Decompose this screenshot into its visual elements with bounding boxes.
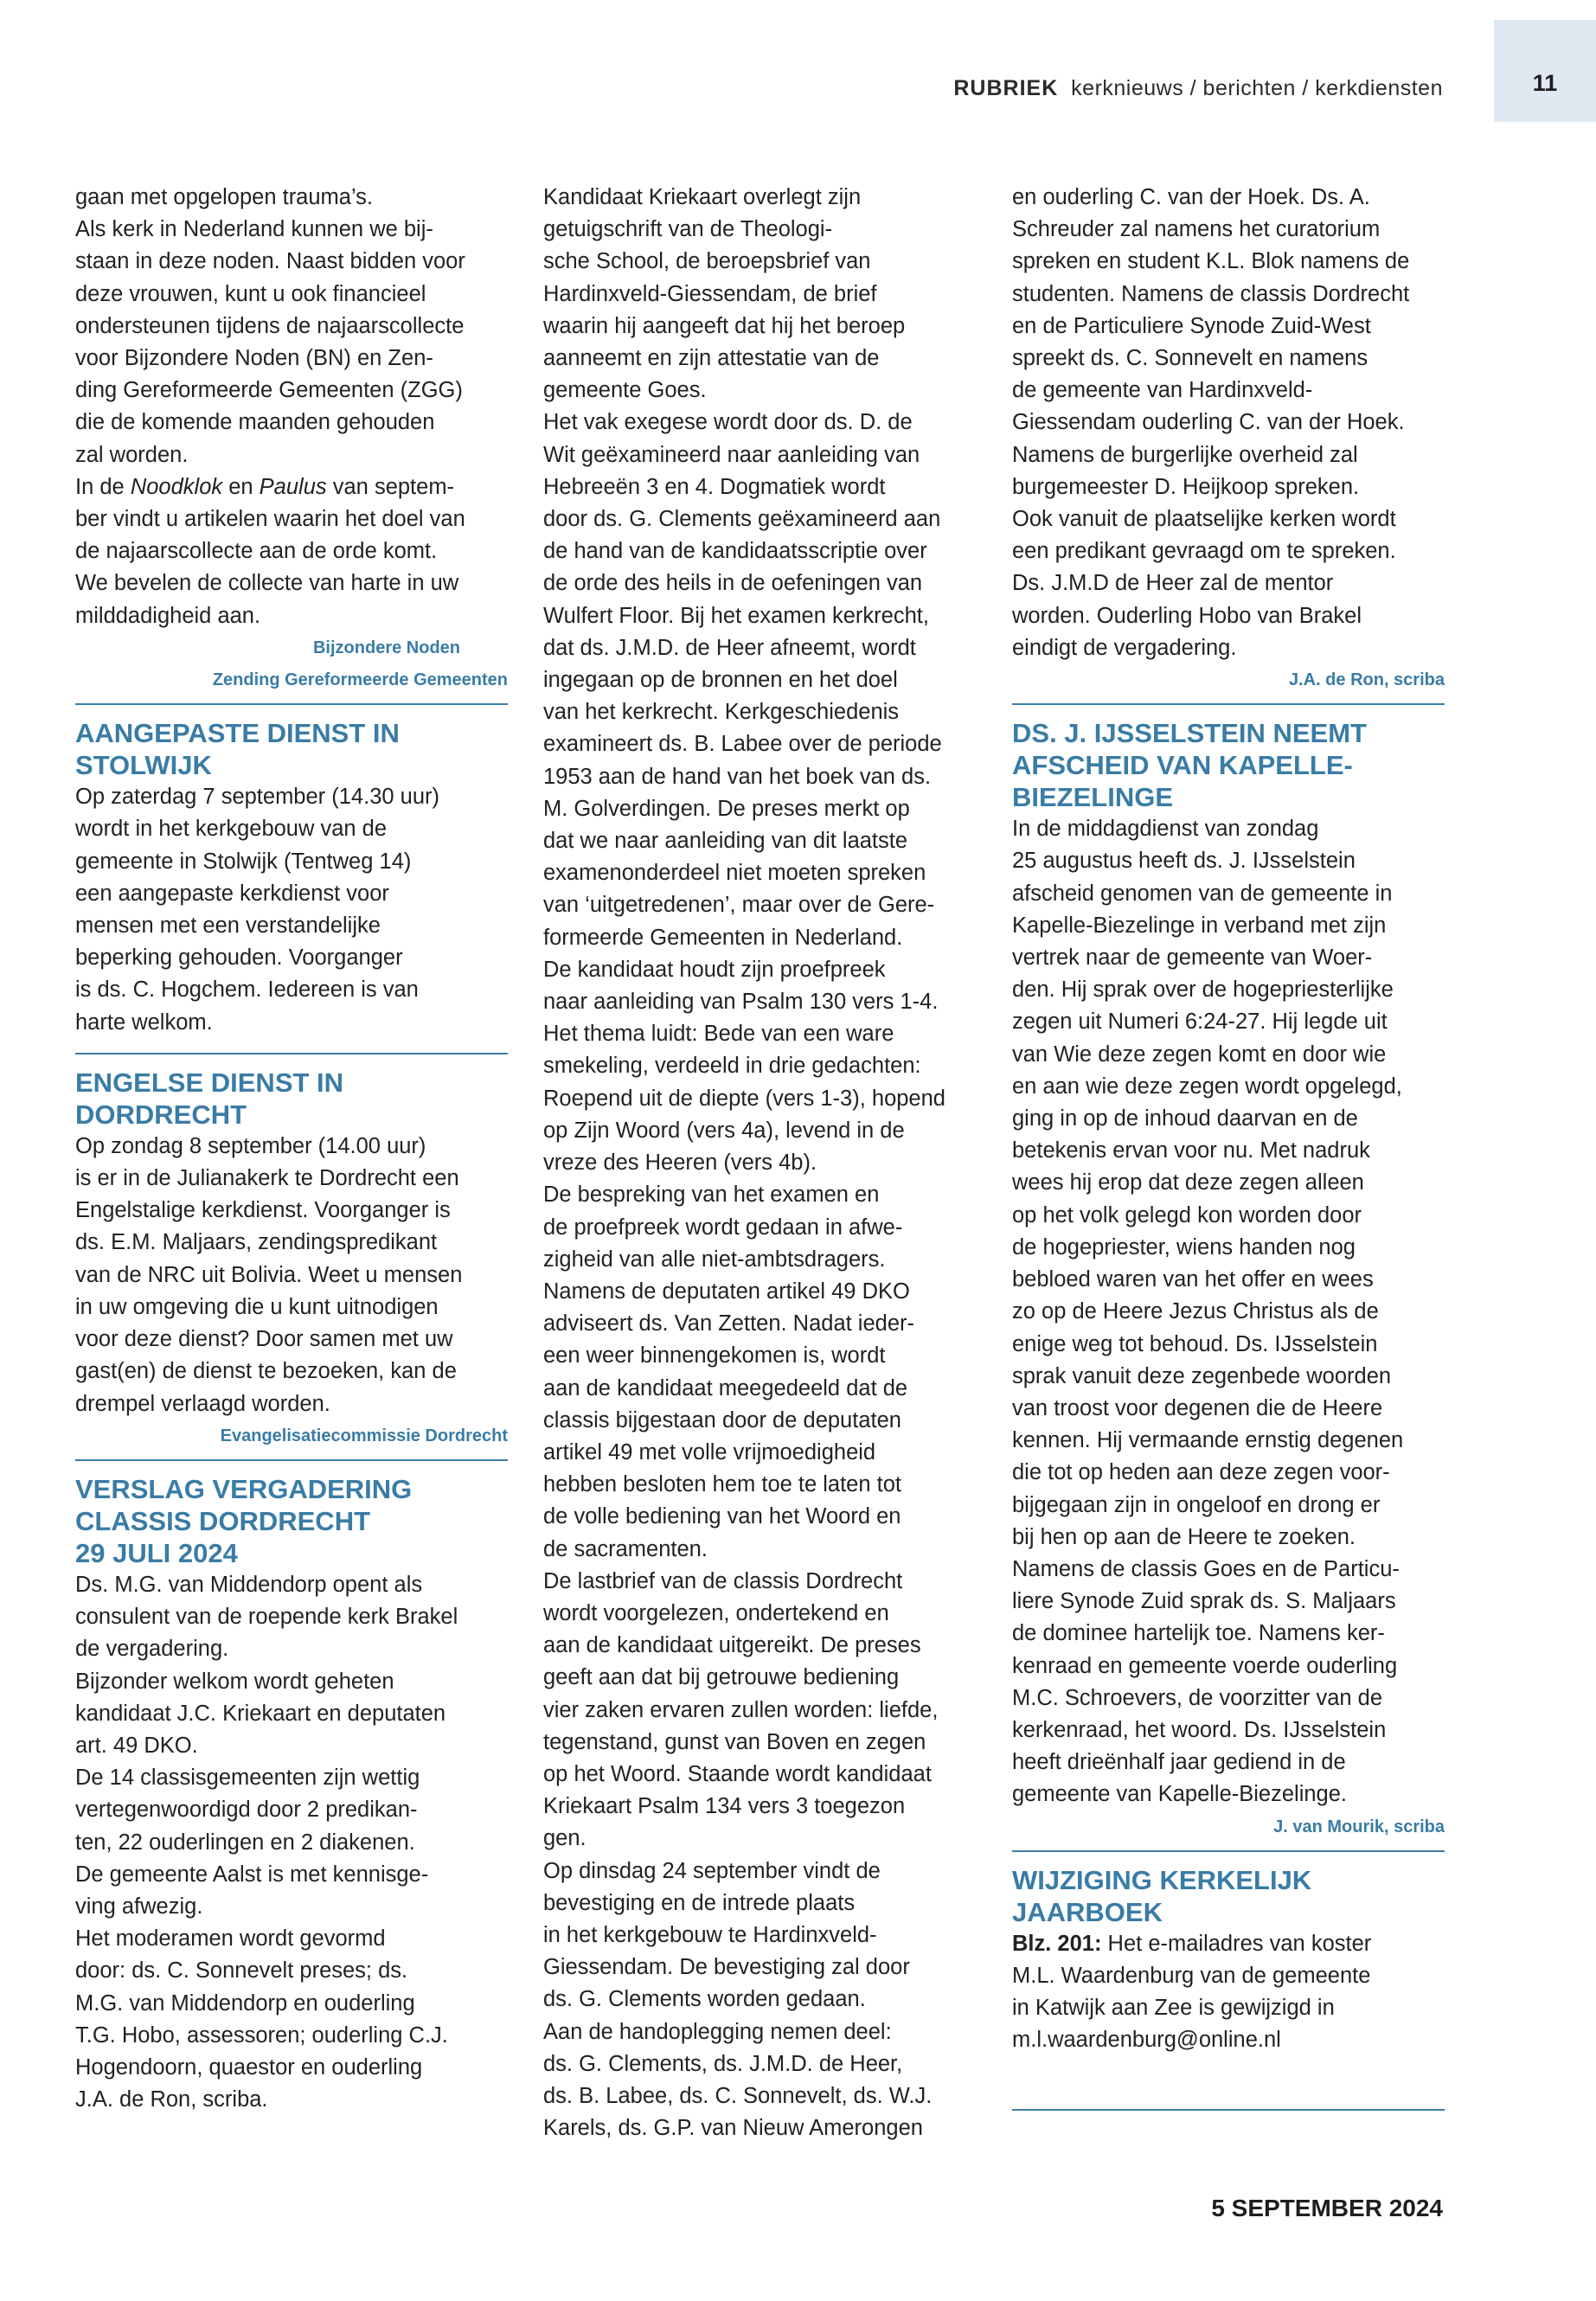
text-line: Wulfert Floor. Bij het examen kerkrecht, — [543, 603, 929, 628]
text-line: ds. G. Clements, ds. J.M.D. de Heer, — [543, 2051, 903, 2076]
text-line: gemeente van Kapelle-Biezelinge. — [1012, 1782, 1348, 1807]
text-line: hebben besloten hem toe te laten tot — [543, 1472, 901, 1497]
text-line: De gemeente Aalst is met kennisge- — [75, 1862, 429, 1887]
signature: Zending Gereformeerde Gemeenten — [212, 670, 508, 690]
text-line: de proefpreek wordt gedaan in afwe- — [543, 1215, 903, 1240]
text-line: 25 augustus heeft ds. J. IJsselstein — [1012, 849, 1356, 874]
page-number-tab — [1494, 20, 1596, 122]
article-heading: VERSLAG VERGADERING — [75, 1473, 413, 1504]
column-2 — [543, 182, 976, 2144]
text-line: geeft aan dat bij getrouwe bediening — [543, 1665, 900, 1690]
text-line: is ds. C. Hogchem. Iedereen is van — [75, 977, 419, 1003]
text-line: consulent van de roepende kerk Brakel — [75, 1605, 458, 1630]
article-heading: CLASSIS DORDRECHT — [75, 1505, 371, 1536]
signature: J.A. de Ron, scriba — [1288, 670, 1445, 690]
text-line: Hebreeën 3 en 4. Dogmatiek wordt — [543, 474, 886, 499]
magazine-title: Paulus — [259, 474, 327, 499]
page-reference: Blz. 201: — [1012, 1931, 1102, 1956]
text-line: vreze des Heeren (vers 4b). — [543, 1150, 817, 1176]
text-line: van troost voor degenen die de Heere — [1012, 1395, 1383, 1420]
text-line: die tot op heden aan deze zegen voor- — [1012, 1460, 1390, 1485]
text-line — [1012, 1928, 1445, 1960]
text-line: ds. E.M. Maljaars, zendingspredikant — [75, 1230, 438, 1255]
column-1 — [75, 182, 508, 2116]
text-line: spreekt ds. C. Sonnevelt en namens — [1012, 346, 1368, 371]
text-line: de gemeente van Hardinxveld- — [1012, 378, 1313, 403]
article-heading: AFSCHEID VAN KAPELLE- — [1012, 750, 1353, 781]
text-line: afscheid genomen van de gemeente in — [1012, 881, 1393, 906]
text-line: naar aanleiding van Psalm 130 vers 1-4. — [543, 990, 939, 1015]
text-line: artikel 49 met volle vrijmoedigheid — [543, 1439, 876, 1465]
text-line: beperking gehouden. Voorganger — [75, 945, 403, 971]
section-divider — [1012, 1850, 1445, 1852]
text-line: Karels, ds. G.P. van Nieuw Amerongen — [543, 2116, 923, 2141]
text-line: 1953 aan de hand van het boek van ds. — [543, 764, 932, 789]
text-line: Giessendam. De bevestiging zal door — [543, 1955, 910, 1980]
text-line: op Zijn Woord (vers 4a), levend in de — [543, 1118, 905, 1143]
text-line: sprak vanuit deze zegenbede woorden — [1012, 1363, 1392, 1388]
text-line: gast(en) de dienst te bezoeken, kan de — [75, 1359, 457, 1384]
text-line: Namens de burgerlijke overheid zal — [1012, 442, 1358, 467]
page-number: 11 — [1532, 70, 1558, 96]
text-line: vertrek naar de gemeente van Woer- — [1012, 945, 1373, 971]
text-line: zo op de Heere Jezus Christus als de — [1012, 1299, 1379, 1324]
signature: Evangelisatiecommissie Dordrecht — [220, 1426, 508, 1445]
text-line: aanneemt en zijn attestatie van de — [543, 346, 880, 371]
text-line: de najaarscollecte aan de orde komt. — [75, 539, 438, 564]
text-line: dat we naar aanleiding van dit laatste — [543, 829, 908, 854]
text-line: De 14 classisgemeenten zijn wettig — [75, 1766, 420, 1791]
text-line: examineert ds. B. Labee over de periode — [543, 732, 942, 757]
text-line: deze vrouwen, kunt u ook financieel — [75, 281, 426, 306]
text-line: Wit geëxamineerd naar aanleiding van — [543, 442, 920, 467]
text-line: spreken en student K.L. Blok namens de — [1012, 249, 1410, 274]
text-line: de sacramenten. — [543, 1536, 708, 1561]
text-line — [75, 471, 508, 503]
text-line: ds. B. Labee, ds. C. Sonnevelt, ds. W.J. — [543, 2083, 933, 2108]
text-line: op het volk gelegd kon worden door — [1012, 1202, 1362, 1227]
text-line: vertegenwoordigd door 2 predikan- — [75, 1798, 418, 1823]
text-fragment: van septem- — [326, 474, 455, 499]
section-divider — [1012, 2109, 1445, 2111]
text-line: wordt voorgelezen, ondertekend en — [543, 1600, 889, 1625]
text-line: een aangepaste kerkdienst voor — [75, 881, 389, 906]
text-line: Roepend uit de diepte (vers 1-3), hopend — [543, 1086, 945, 1111]
text-line: voor Bijzondere Noden (BN) en Zen- — [75, 346, 433, 371]
text-line: smekeling, verdeeld in drie gedachten: — [543, 1054, 921, 1079]
text-line: zegen uit Numeri 6:24-27. Hij legde uit — [1012, 1009, 1388, 1035]
text-line: adviseert ds. Van Zetten. Nadat ieder- — [543, 1311, 915, 1336]
text-line: Het vak exegese wordt door ds. D. de — [543, 410, 913, 435]
text-line: gaan met opgelopen trauma’s. — [75, 185, 374, 209]
engelse-dienst-article — [75, 1067, 508, 1452]
text-line: wees hij erop dat deze zegen alleen — [1012, 1170, 1364, 1195]
text-line: in uw omgeving die u kunt uitnodigen — [75, 1294, 439, 1319]
text-fragment: en — [222, 474, 260, 499]
text-line: Kandidaat Kriekaart overlegt zijn — [543, 185, 862, 209]
text-line: M. Golverdingen. De preses merkt op — [543, 796, 910, 821]
text-line: classis bijgestaan door de deputaten — [543, 1407, 901, 1433]
text-line: T.G. Hobo, assessoren; ouderling C.J. — [75, 2022, 448, 2048]
verslag-article-end — [1012, 182, 1445, 696]
text-line: is er in de Julianakerk te Dordrecht een — [75, 1166, 459, 1191]
text-line: aan de kandidaat uitgereikt. De preses — [543, 1633, 921, 1658]
text-line: De kandidaat houdt zijn proefpreek — [543, 957, 886, 982]
text-line: Giessendam ouderling C. van der Hoek. — [1012, 410, 1405, 435]
text-line: de vergadering. — [75, 1637, 229, 1662]
text-line: De lastbrief van de classis Dordrecht — [543, 1568, 903, 1593]
text-fragment: In de — [75, 474, 131, 499]
text-line: studenten. Namens de classis Dordrecht — [1012, 281, 1410, 306]
section-divider — [75, 703, 508, 705]
text-line: de hogepriester, wiens handen nog — [1012, 1234, 1356, 1259]
text-line: zal worden. — [75, 442, 189, 467]
text-line: ging in op de inhoud daarvan en de — [1012, 1106, 1358, 1131]
text-line: kennen. Hij vermaande ernstig degenen — [1012, 1428, 1404, 1453]
text-line: dat ds. J.M.D. de Heer afneemt, wordt — [543, 635, 916, 660]
text-line: een predikant gevraagd om te spreken. — [1012, 539, 1396, 564]
text-line: Het moderamen wordt gevormd — [75, 1926, 386, 1952]
article-heading: ENGELSE DIENST IN — [75, 1067, 344, 1098]
collecte-article — [75, 182, 508, 696]
text-line: milddadigheid aan. — [75, 603, 261, 628]
text-line: Ds. J.M.D de Heer zal de mentor — [1012, 571, 1334, 596]
text-line: Het thema luidt: Bede van een ware — [543, 1022, 894, 1047]
text-line: mensen met een verstandelijke — [75, 913, 381, 939]
text-line: door ds. G. Clements geëxamineerd aan — [543, 507, 941, 532]
article-heading: STOLWIJK — [75, 750, 212, 781]
text-line: Als kerk in Nederland kunnen we bij- — [75, 217, 433, 242]
jaarboek-article — [1012, 1864, 1445, 2057]
text-line: voor deze dienst? Door samen met uw — [75, 1327, 453, 1352]
text-line: J.A. de Ron, scriba. — [75, 2087, 268, 2112]
text-fragment: Het e-mailadres van koster — [1101, 1931, 1372, 1956]
article-heading: JAARBOEK — [1012, 1896, 1163, 1927]
signature: Bijzondere Noden — [312, 638, 460, 657]
text-line: gen. — [543, 1826, 586, 1851]
text-line: drempel verlaagd worden. — [75, 1391, 330, 1416]
text-line: M.L. Waardenburg van de gemeente — [1012, 1963, 1371, 1988]
text-line: en de Particuliere Synode Zuid-West — [1012, 313, 1371, 338]
text-line: ving afwezig. — [75, 1894, 203, 1919]
text-line: van ‘uitgetredenen’, maar over de Gere- — [543, 893, 935, 918]
text-line: bij hen op aan de Heere te zoeken. — [1012, 1524, 1356, 1549]
verslag-article — [75, 1473, 508, 2116]
article-heading: DS. J. IJSSELSTEIN NEEMT — [1012, 718, 1367, 749]
text-line: van de NRC uit Bolivia. Weet u mensen — [75, 1262, 463, 1287]
text-line: tegenstand, gunst van Boven en zegen — [543, 1729, 926, 1754]
article-heading: BIEZELINGE — [1012, 782, 1174, 813]
text-line: ten, 22 ouderlingen en 2 diakenen. — [75, 1830, 415, 1855]
text-line: examenonderdeel niet moeten spreken — [543, 861, 926, 886]
text-line: Op dinsdag 24 september vindt de — [543, 1858, 881, 1883]
section-divider — [75, 1053, 508, 1054]
email-address: m.l.waardenburg@online.nl — [1012, 2028, 1281, 2053]
column-3 — [1012, 182, 1445, 2123]
text-line: een weer binnengekomen is, wordt — [543, 1343, 886, 1368]
text-line: sche School, de beroepsbrief van — [543, 249, 871, 274]
section-divider — [75, 1459, 508, 1461]
article-heading: 29 JULI 2024 — [75, 1537, 238, 1568]
section-divider — [1012, 703, 1445, 705]
article-heading: AANGEPASTE DIENST IN — [75, 718, 400, 749]
text-line: Hardinxveld-Giessendam, de brief — [543, 281, 877, 306]
magazine-title: Noodklok — [130, 474, 223, 499]
text-line: harte welkom. — [75, 1009, 213, 1035]
text-line: en aan wie deze zegen wordt opgelegd, — [1012, 1074, 1402, 1099]
text-line: de hand van de kandidaatsscriptie over — [543, 539, 927, 564]
text-line: bijgegaan zijn in ongeloof en drong er — [1012, 1492, 1381, 1517]
text-line: door: ds. C. Sonnevelt preses; ds. — [75, 1958, 408, 1984]
text-line: de orde des heils in de oefeningen van — [543, 571, 923, 596]
text-line: Schreuder zal namens het curatorium — [1012, 217, 1381, 242]
text-line: eindigt de vergadering. — [1012, 635, 1237, 660]
text-line: In de middagdienst van zondag — [1012, 817, 1319, 842]
ijsselstein-article — [1012, 717, 1445, 1843]
text-line: gemeente Goes. — [543, 378, 707, 403]
text-line: waarin hij aangeeft dat hij het beroep — [543, 313, 906, 338]
text-line: heeft drieënhalf jaar gediend in de — [1012, 1750, 1346, 1775]
text-line: Kriekaart Psalm 134 vers 3 toegezon — [543, 1794, 906, 1819]
text-line: worden. Ouderling Hobo van Brakel — [1012, 603, 1362, 628]
text-line: liere Synode Zuid sprak ds. S. Maljaars — [1012, 1589, 1396, 1614]
text-line: Kapelle-Biezelinge in verband met zijn — [1012, 913, 1387, 938]
text-line: art. 49 DKO. — [75, 1733, 198, 1758]
text-line: ding Gereformeerde Gemeenten (ZGG) — [75, 378, 463, 403]
stolwijk-article — [75, 717, 508, 1039]
rubriek-label: RUBRIEK — [953, 76, 1059, 100]
text-line: ber vindt u artikelen waarin het doel van — [75, 507, 465, 532]
article-heading: DORDRECHT — [75, 1099, 247, 1130]
text-line: kenraad en gemeente voerde ouderling — [1012, 1653, 1398, 1678]
text-line: We bevelen de collecte van harte in uw — [75, 571, 459, 596]
text-line: de dominee hartelijk toe. Namens ker- — [1012, 1621, 1385, 1646]
text-line: bevestiging en de intrede plaats — [543, 1890, 856, 1915]
rubriek-sections: kerknieuws / berichten / kerkdiensten — [1071, 76, 1443, 100]
verslag-article-continued — [543, 182, 976, 2144]
text-line: den. Hij sprak over de hogepriesterlijke — [1012, 977, 1394, 1003]
text-line: Op zondag 8 september (14.00 uur) — [75, 1133, 426, 1158]
article-heading: WIJZIGING KERKELIJK — [1012, 1864, 1312, 1895]
text-line: kerkenraad, het woord. Ds. IJsselstein — [1012, 1717, 1387, 1742]
text-line: aan de kandidaat meegedeeld dat de — [543, 1375, 908, 1400]
text-line: wordt in het kerkgebouw van de — [75, 817, 388, 842]
signature: J. van Mourik, scriba — [1273, 1817, 1445, 1836]
text-line: Namens de classis Goes en de Particu- — [1012, 1556, 1400, 1581]
text-line: die de komende maanden gehouden — [75, 410, 435, 435]
text-line: zigheid van alle niet-ambtsdragers. — [543, 1247, 886, 1272]
text-line: staan in deze noden. Naast bidden voor — [75, 249, 465, 274]
text-line: formeerde Gemeenten in Nederland. — [543, 925, 903, 950]
text-line: Ook vanuit de plaatselijke kerken wordt — [1012, 507, 1396, 532]
text-line: in Katwijk aan Zee is gewijzigd in — [1012, 1996, 1335, 2021]
text-line: ingegaan op de bronnen en het doel — [543, 668, 898, 693]
text-line: en ouderling C. van der Hoek. Ds. A. — [1012, 185, 1370, 209]
text-line: Aan de handoplegging nemen deel: — [543, 2019, 892, 2044]
page-header — [953, 76, 1443, 101]
footer-date: 5 SEPTEMBER 2024 — [1211, 2195, 1443, 2221]
text-line: enige weg tot behoud. Ds. IJsselstein — [1012, 1331, 1378, 1356]
text-line: bebloed waren van het offer en wees — [1012, 1267, 1374, 1292]
text-line: Namens de deputaten artikel 49 DKO — [543, 1279, 910, 1304]
text-line: kandidaat J.C. Kriekaart en deputaten — [75, 1701, 446, 1726]
text-line: burgemeester D. Heijkoop spreken. — [1012, 474, 1360, 499]
text-line: M.C. Schroevers, de voorzitter van de — [1012, 1685, 1383, 1710]
text-line: De bespreking van het examen en — [543, 1183, 880, 1208]
text-line: vier zaken ervaren zullen worden: liefde, — [543, 1697, 939, 1722]
text-line: getuigschrift van de Theologi- — [543, 217, 833, 242]
text-line: op het Woord. Staande wordt kandidaat — [543, 1761, 932, 1786]
text-line: de volle bediening van het Woord en — [543, 1504, 901, 1529]
text-line: Op zaterdag 7 september (14.30 uur) — [75, 785, 439, 810]
text-line: Ds. M.G. van Middendorp opent als — [75, 1572, 423, 1597]
text-line: M.G. van Middendorp en ouderling — [75, 1990, 415, 2016]
text-line: in het kerkgebouw te Hardinxveld- — [543, 1922, 877, 1947]
text-line: ondersteunen tijdens de najaarscollecte — [75, 313, 465, 338]
text-line: Hogendoorn, quaestor en ouderling — [75, 2054, 423, 2080]
text-line: gemeente in Stolwijk (Tentweg 14) — [75, 849, 412, 874]
text-line: Bijzonder welkom wordt geheten — [75, 1669, 394, 1694]
text-line: van Wie deze zegen komt en door wie — [1012, 1042, 1387, 1067]
text-line: Engelstalige kerkdienst. Voorganger is — [75, 1198, 451, 1223]
text-line: ds. G. Clements worden gedaan. — [543, 1987, 866, 2012]
text-line: van het kerkrecht. Kerkgeschiedenis — [543, 700, 900, 725]
text-line: betekenis ervan voor nu. Met nadruk — [1012, 1138, 1370, 1163]
